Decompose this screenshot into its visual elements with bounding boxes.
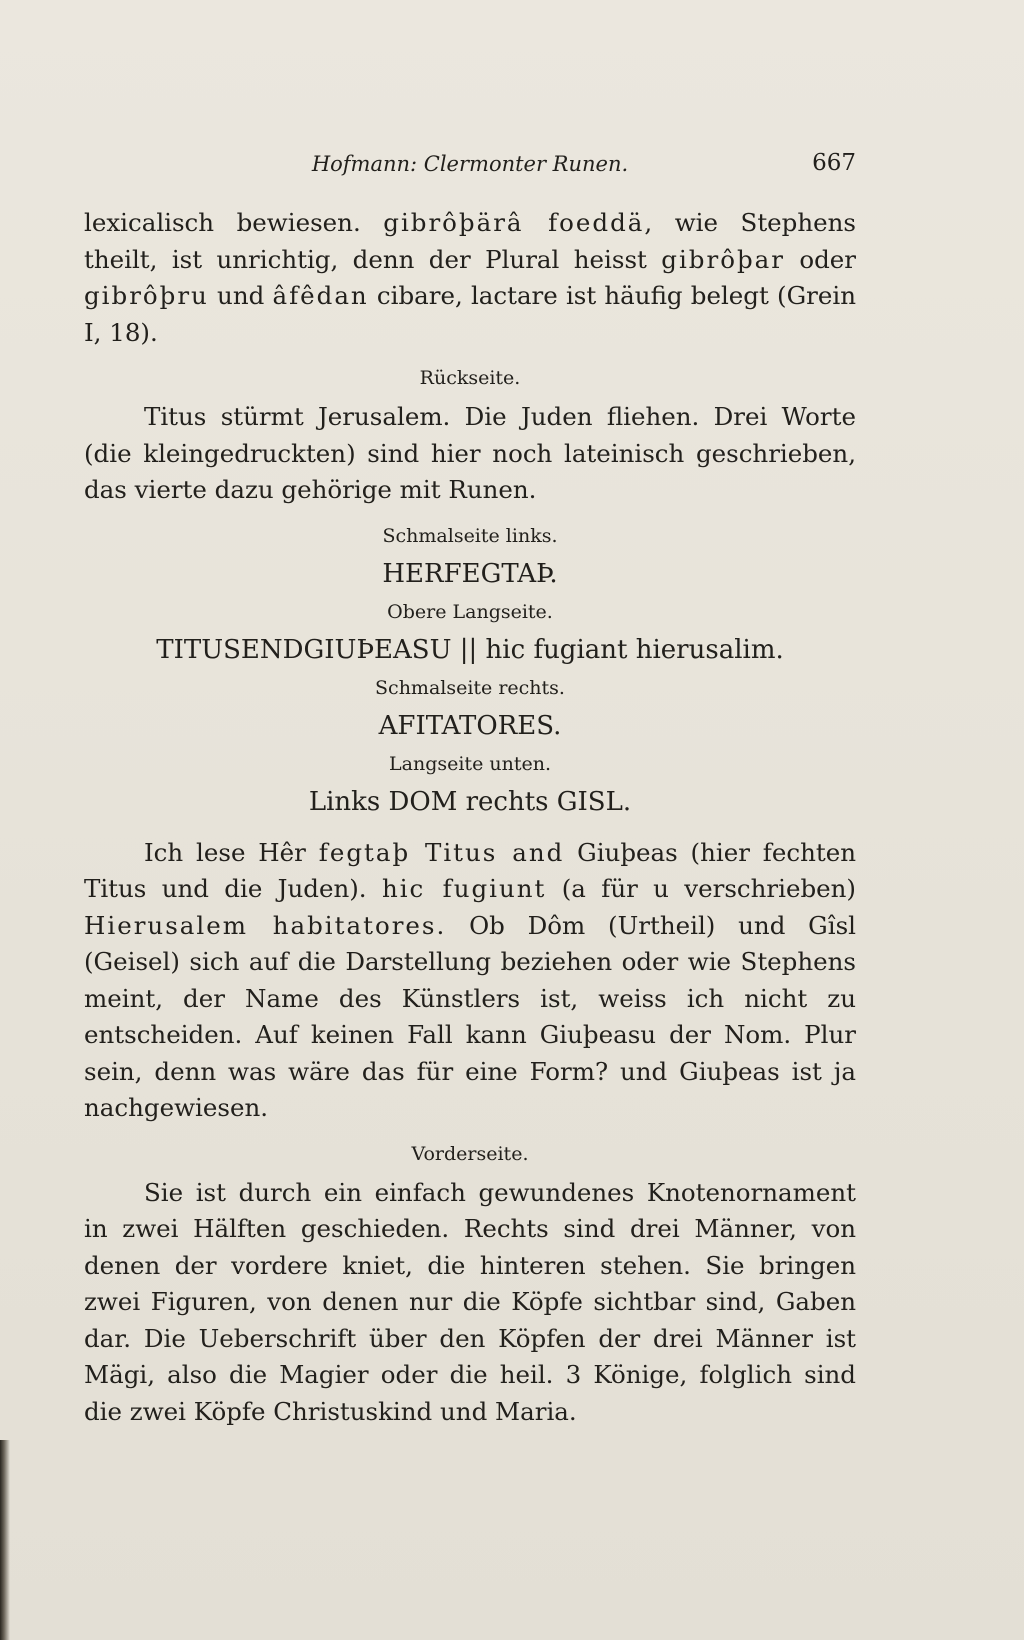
analysis-paragraph (84, 835, 856, 1127)
analysis-text-4: Ob Dôm (Urtheil) und Gîsl (Geisel) sich auf die Darstellung beziehen oder wie Stephens meint, der Name des Künstlers ist, weiss ich nicht zu entscheiden. Auf keinen Fall kann Giuþeasu der Nom. Plur sein, denn was wäre das für eine Form? und Giuþeas ist ja nachgewiesen. (84, 910, 856, 1122)
runic-word-gibropru: gibrôþru (84, 281, 209, 310)
inscription-langseite-unten: Links DOM rechts GISL. (308, 786, 632, 817)
analysis-spaced-3: Hierusalem habitatores. (84, 910, 447, 940)
intro-text-5: cibare, lactare ist häufig belegt (Grein I, 18). (84, 281, 856, 347)
heading-schmalseite-links: Schmalseite links. (382, 524, 558, 547)
body-text (84, 205, 856, 1430)
inscription-schmalseite-rechts: AFITATORES. (378, 710, 562, 741)
intro-text-4: und (208, 281, 273, 310)
runic-word-gibropar: gibrôþar (661, 244, 785, 274)
binding-edge (0, 1440, 10, 1640)
inscription-obere-langseite: TITUSENDGIUÞEASU || hic fugiant hierusalim. (156, 634, 784, 665)
rueckseite-paragraph: Titus stürmt Jerusalem. Die Juden fliehen. Drei Worte (die kleingedruckten) sind hier noch lateinisch geschrieben, das vierte dazu gehörige mit Runen. (84, 402, 856, 504)
heading-langseite-unten: Langseite unten. (389, 752, 551, 775)
analysis-spaced-1: fegtaþ Titus and (318, 837, 565, 867)
heading-vorderseite: Vorderseite. (411, 1142, 529, 1165)
heading-obere-langseite: Obere Langseite. (387, 600, 553, 623)
runic-word-afedan: âfêdan (272, 281, 369, 310)
intro-text-3: oder (784, 244, 857, 274)
running-head: Hofmann: Clermonter Runen. (311, 152, 629, 176)
analysis-text-1: Ich lese Hêr (144, 837, 319, 867)
intro-text-2: , wie Stephens theilt, ist unrichtig, denn der Plural heisst (84, 208, 856, 274)
analysis-spaced-2: hic fugiunt (381, 874, 547, 903)
heading-schmalseite-rechts: Schmalseite rechts. (375, 676, 565, 699)
analysis-text-3: (a für u verschrieben) (546, 874, 856, 903)
inscription-schmalseite-links: HERFEGTAÞ. (382, 558, 558, 589)
intro-paragraph (84, 205, 856, 351)
page-header (84, 148, 856, 184)
runic-word-gibroparafoedda: gibrôþärâ foeddä (383, 208, 645, 237)
analysis-text-2: Giuþeas (hier fechten Titus und die Juden). (84, 837, 856, 903)
heading-rueckseite: Rückseite. (419, 367, 521, 389)
page-number: 667 (812, 150, 856, 176)
vorderseite-paragraph: Sie ist durch ein einfach gewundenes Knotenornament in zwei Hälften geschieden. Rechts sind drei Männer, von denen der vordere kniet, die hinteren stehen. Sie bringen zwei Figuren, von denen nur die Köpfe sichtbar sind, Gaben dar. Die Ueberschrift über den Köpfen der drei Männer ist Mägi, also die Magier oder die heil. 3 Könige, folglich sind die zwei Köpfe Christuskind und Maria. (84, 1177, 856, 1426)
intro-text-1: lexicalisch bewiesen. (84, 208, 384, 237)
